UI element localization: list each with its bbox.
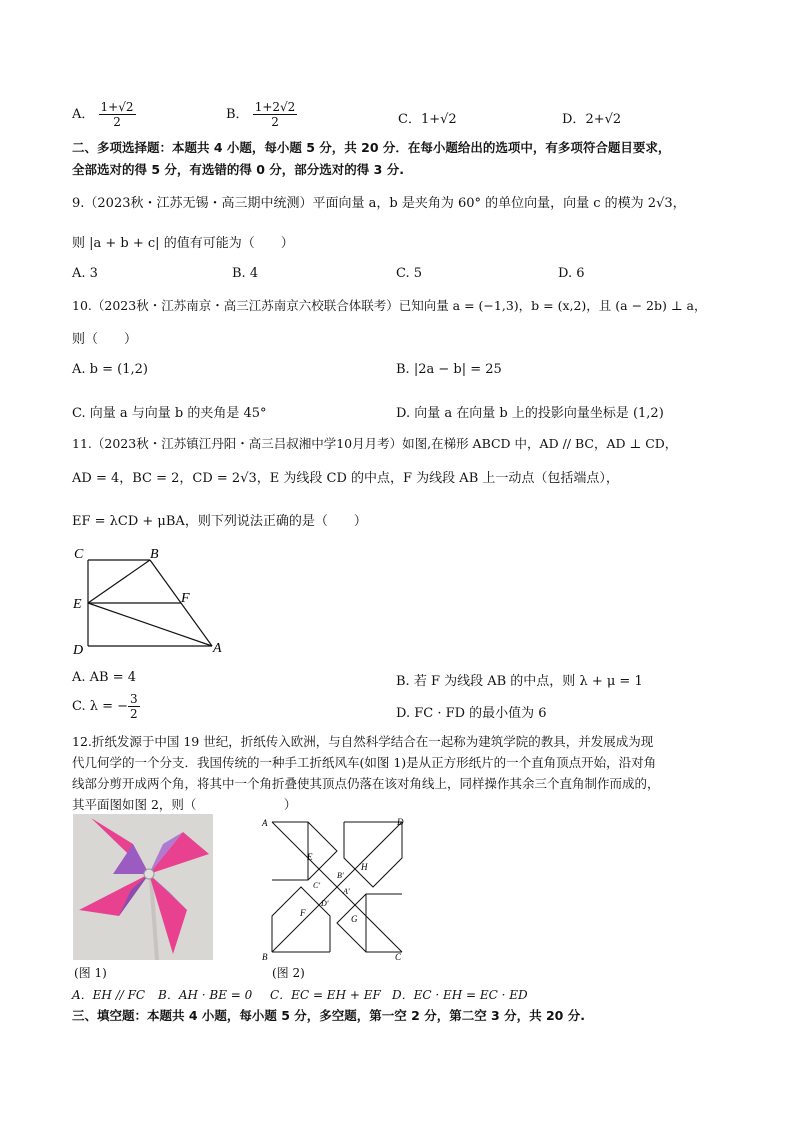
q12-option-c: C．EC = EH + EF xyxy=(270,988,381,1002)
label-E: E xyxy=(307,852,313,862)
q8-option-a xyxy=(72,100,136,129)
q11-stem-line1: 11.（2023秋・江苏镇江丹阳・高三吕叔湘中学10月月考）如图,在梯形 ABCD 中，AD // BC，AD ⊥ CD， xyxy=(72,436,678,451)
label-D-prime: D' xyxy=(321,899,329,908)
fraction: $\frac{3}{2}$ xyxy=(130,692,138,721)
q9-option-c: C. 5 xyxy=(396,266,423,281)
q12-stem-line1: 12.折纸发源于中国 19 世纪，折纸传入欧洲，与自然科学结合在一起称为建筑学院的教具，并发展成为现 xyxy=(72,734,654,749)
label-D: D xyxy=(73,643,84,658)
section3-heading: 三、填空题：本题共 4 小题，每小题 5 分，多空题，第一空 2 分，第二空 3 分，共 20 分. xyxy=(72,1008,585,1023)
q11-stem-line2: AD = 4，BC = 2，CD = 2√3，E 为线段 CD 的中点，F 为线段 AB 上一动点（包括端点）， xyxy=(72,471,619,486)
q10-stem-line1: 10.（2023秋・江苏南京・高三江苏南京六校联合体联考）已知向量 a = (−1,3)，b = (x,2)，且 (a − 2b) ⊥ a， xyxy=(72,298,707,313)
label-B: B xyxy=(262,952,268,962)
q10-stem-line2: 则（ ） xyxy=(72,332,138,347)
q12-option-d: D．EC · EH = EC · ED xyxy=(392,988,528,1002)
label-A: A xyxy=(213,641,222,656)
label-A: A xyxy=(262,818,268,828)
pinwheel-diagram xyxy=(256,812,416,964)
q9-stem-line2: 则 |a + b + c| 的值有可能为（ ） xyxy=(72,236,294,251)
q11-option-b: B. 若 F 为线段 AB 的中点，则 λ + μ = 1 xyxy=(396,674,643,689)
q8-option-b xyxy=(226,100,297,129)
q12-stem-line3: 线部分剪开成两个角，将其中一个角折叠使其顶点仍落在该对角线上，同样操作其余三个直角制作而成的， xyxy=(72,776,660,791)
label-F: F xyxy=(181,591,190,606)
label-B: B xyxy=(150,547,159,562)
q8-option-d: D．2+√2 xyxy=(562,112,622,127)
q9-option-d: D. 6 xyxy=(558,266,585,281)
q11-option-d: D. FC · FD 的最小值为 6 xyxy=(396,706,547,721)
label-C: C xyxy=(395,952,402,962)
section2-line2: 全部选对的得 5 分，有选错的得 0 分，部分选对的得 3 分. xyxy=(72,162,404,177)
fig2-caption: (图 2) xyxy=(272,966,305,980)
fraction: $\frac{1+√2}{2}$ xyxy=(100,100,134,129)
q9-option-a: A. 3 xyxy=(72,266,98,281)
label-H: H xyxy=(361,862,368,872)
q9-option-b: B. 4 xyxy=(232,266,259,281)
q12-option-b: B．AH · BE = 0 xyxy=(158,988,253,1002)
q11-stem-line3: EF = λCD + μBA，则下列说法正确的是（ ） xyxy=(72,514,367,529)
q11-option-c: C. λ = − $\frac{3}{2}$ xyxy=(72,692,138,721)
q10-option-b: B. |2a − b| = 25 xyxy=(396,362,502,377)
label-E: E xyxy=(73,597,82,612)
label-F: F xyxy=(300,908,306,918)
q10-option-d: D. 向量 a 在向量 b 上的投影向量坐标是 (1,2) xyxy=(396,406,664,421)
option-label: A． xyxy=(72,107,95,122)
q12-stem-line4: 其平面图如图 2，则（ ） xyxy=(72,797,297,812)
option-label: B． xyxy=(226,107,249,122)
fraction: $\frac{1+2√2}{2}$ xyxy=(254,100,296,129)
label-B-prime: B' xyxy=(337,871,344,880)
fig1-caption: (图 1) xyxy=(74,966,107,980)
q9-stem-line1: 9.（2023秋・江苏无锡・高三期中统测）平面向量 a，b 是夹角为 60° 的单位向量，向量 c 的模为 2√3， xyxy=(72,196,686,211)
q12-option-a: A．EH // FC xyxy=(72,988,146,1002)
label-C: C xyxy=(74,547,84,562)
label-G: G xyxy=(351,914,358,924)
label-D: D xyxy=(397,817,404,827)
label-A-prime: A' xyxy=(343,887,350,896)
q12-stem-line2: 代几何学的一个分支．我国传统的一种手工折纸风车(如图 1)是从正方形纸片的一个直角顶点开始，沿对角 xyxy=(72,755,657,770)
pinwheel-photo xyxy=(73,814,213,960)
label-C-prime: C' xyxy=(313,881,321,890)
q11-trapezoid-figure xyxy=(68,542,238,658)
section2-line1: 二、多项选择题：本题共 4 小题，每小题 5 分，共 20 分．在每小题给出的选项中，有多项符合题目要求， xyxy=(72,140,671,155)
q8-option-c: C．1+√2 xyxy=(398,112,457,127)
q10-option-c: C. 向量 a 与向量 b 的夹角是 45° xyxy=(72,406,267,421)
q10-option-a: A. b = (1,2) xyxy=(72,362,148,377)
q11-option-a: A. AB = 4 xyxy=(72,670,137,685)
